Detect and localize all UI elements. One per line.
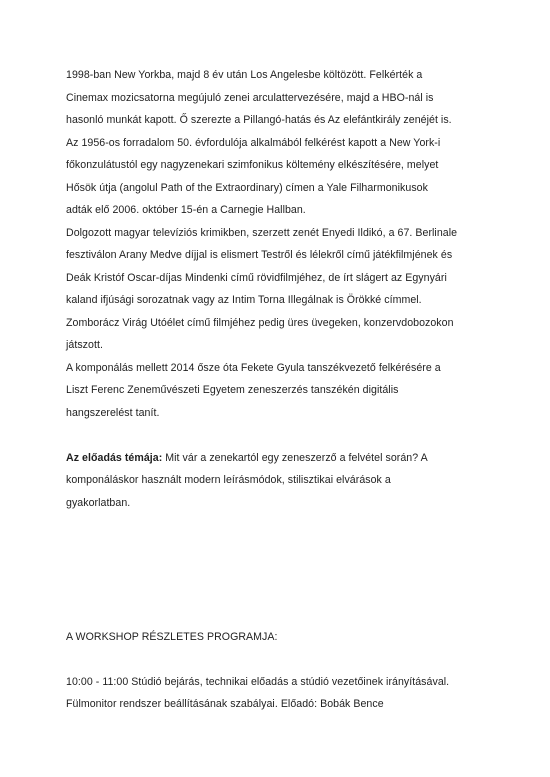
bio-paragraph xyxy=(66,64,496,424)
bio-line: Hősök útja (angolul Path of the Extraordinary) címen a Yale Filharmonikusok xyxy=(66,181,428,194)
bio-line: Deák Kristóf Oscar-díjas Mindenki című rövidfilmjéhez, de írt slágert az Egynyári xyxy=(66,271,447,284)
bio-line: főkonzulátustól egy nagyzenekari szimfonikus költemény elkészítésére, melyet xyxy=(66,159,439,171)
document-page xyxy=(66,64,496,716)
bio-line: Liszt Ferenc Zeneművészeti Egyetem zeneszerzés tanszékén digitális xyxy=(66,384,399,396)
bio-line: kaland ifjúsági sorozatnak vagy az Intim Torna Illegálnak is Örökké címmel. xyxy=(66,294,422,306)
bio-line: 1998-ban New Yorkba, majd 8 év után Los Angelesbe költözött. Felkérték a xyxy=(66,69,423,81)
bio-line: fesztiválon Arany Medve díjjal is elismert Testről és lélekről című játékfilmjének és xyxy=(66,249,453,261)
bio-line: adták elő 2006. október 15-én a Carnegie Hallban. xyxy=(66,204,306,216)
bio-line: Dolgozott magyar televíziós krimikben, szerzett zenét Enyedi Ildikó, a 67. Berlinale xyxy=(66,226,458,239)
topic-line: komponáláskor használt modern leírásmódok, stilisztikai elvárások a xyxy=(66,474,391,486)
bio-line: Az 1956-os forradalom 50. évfordulója alkalmából felkérést kapott a New York-i xyxy=(66,136,441,149)
topic-paragraph xyxy=(66,447,496,515)
bio-line: hasonló munkát kapott. Ő szerezte a Pillangó-hatás és Az elefántkirály zenéjét is. xyxy=(66,114,452,126)
bio-line: Cinemax mozicsatorna megújuló zenei arculattervezésére, majd a HBO-nál is xyxy=(66,91,434,104)
topic-line xyxy=(66,447,496,470)
program-item-line: Fülmonitor rendszer beállításának szabályai. Előadó: Bobák Bence xyxy=(66,698,384,710)
bio-line: hangszerelést tanít. xyxy=(66,406,160,419)
workshop-heading: A WORKSHOP RÉSZLETES PROGRAMJA: xyxy=(66,631,278,643)
program-item-line: 10:00 - 11:00 Stúdió bejárás, technikai előadás a stúdió vezetőinek irányításával. xyxy=(66,675,450,688)
workshop-section xyxy=(66,626,496,716)
topic-line: gyakorlatban. xyxy=(66,496,131,509)
topic-text: Mit vár a zenekartól egy zeneszerző a felvétel során? A xyxy=(162,451,428,464)
bio-line: Zomborácz Virág Utóélet című filmjéhez pedig üres üvegeken, konzervdobozokon xyxy=(66,316,454,329)
topic-label: Az előadás témája: xyxy=(66,451,163,464)
bio-line: A komponálás mellett 2014 ősze óta Fekete Gyula tanszékvezető felkérésére a xyxy=(66,361,441,374)
bio-line: játszott. xyxy=(66,339,103,351)
